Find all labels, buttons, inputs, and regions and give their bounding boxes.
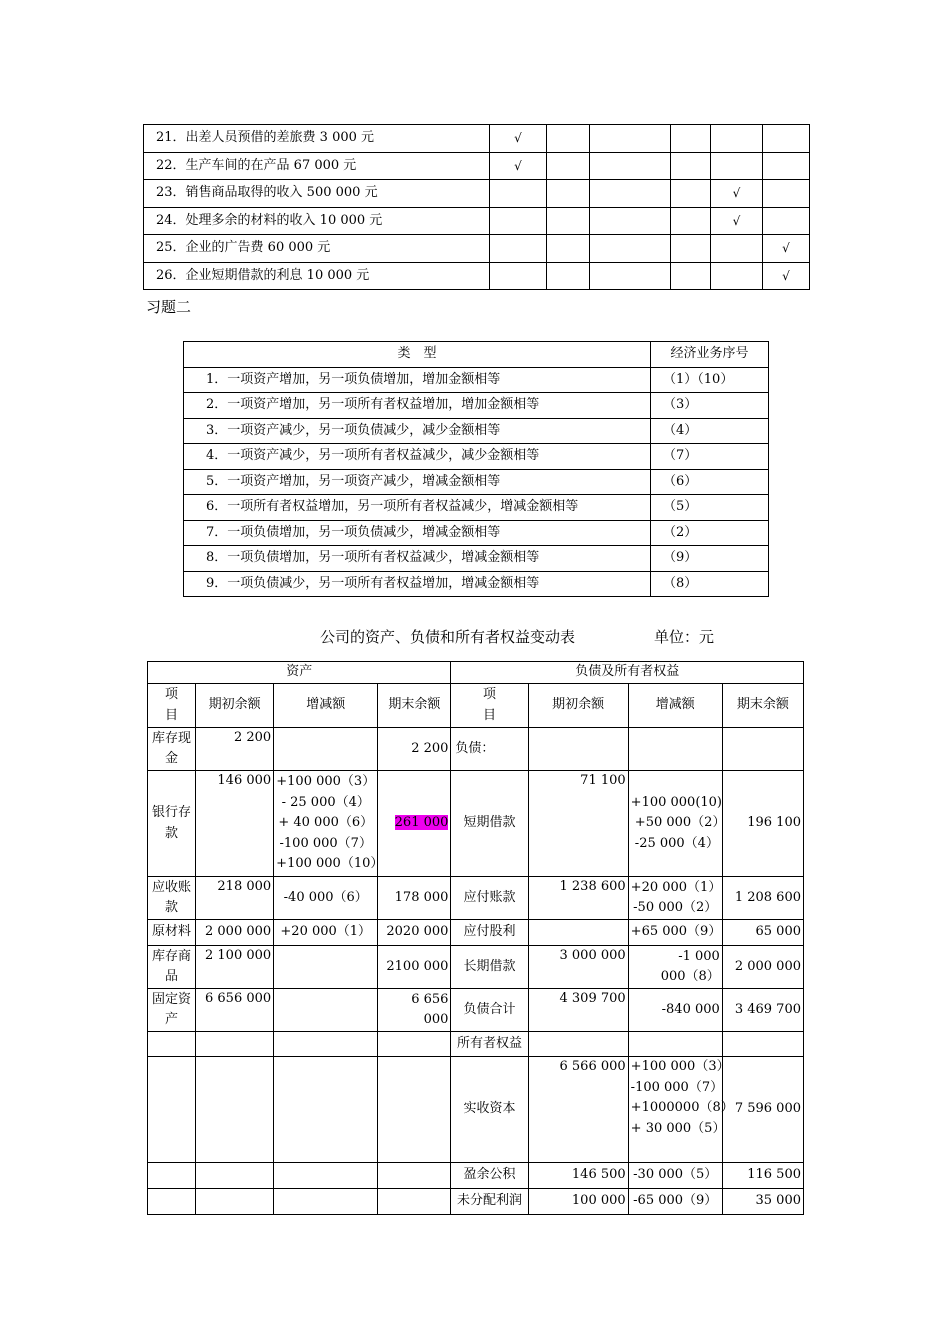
unit-label: 单位：元 xyxy=(654,628,715,646)
equity-header: 所有者权益 xyxy=(451,1032,528,1057)
end-value: 2100 000 xyxy=(378,946,451,989)
table-row xyxy=(144,235,810,263)
check-mark xyxy=(590,207,671,235)
col-begin: 期初余额 xyxy=(528,684,628,728)
change-value: +65 000（9） xyxy=(628,920,722,946)
end-value: 1 208 600 xyxy=(722,877,803,920)
col-begin: 期初余额 xyxy=(196,684,274,728)
check-mark: √ xyxy=(711,180,763,208)
end-value: 35 000 xyxy=(722,1189,803,1215)
table-row xyxy=(184,495,769,521)
item-name: 库存商 品 xyxy=(148,946,196,989)
check-mark xyxy=(763,125,810,153)
check-mark xyxy=(671,180,711,208)
transaction-type: 8．一项负债增加，另一项所有者权益减少，增减金额相等 xyxy=(184,546,651,572)
begin-value: 3 000 000 xyxy=(528,946,628,989)
change-value: +100 000(10) +50 000（2） -25 000（4） xyxy=(628,771,722,877)
item-name: 应付股利 xyxy=(451,920,528,946)
end-value: 196 100 xyxy=(722,771,803,877)
item-name: 应付账款 xyxy=(451,877,528,920)
begin-value: 71 100 xyxy=(528,771,628,877)
check-mark xyxy=(671,262,711,290)
transaction-type: 1．一项资产增加，另一项负债增加，增加金额相等 xyxy=(184,367,651,393)
check-mark xyxy=(711,235,763,263)
transaction-number: （7） xyxy=(651,444,769,470)
table-row xyxy=(144,125,810,153)
check-mark xyxy=(763,180,810,208)
classification-table xyxy=(143,124,810,290)
table-row xyxy=(144,152,810,180)
assets-header: 资产 xyxy=(148,662,451,684)
begin-value xyxy=(528,920,628,946)
liabilities-header: 负债及所有者权益 xyxy=(451,662,804,684)
item-description: 26．企业短期借款的利息 10 000 元 xyxy=(144,262,490,290)
check-mark: √ xyxy=(763,235,810,263)
highlighted-end-value: 261 000 xyxy=(394,815,449,831)
check-mark: √ xyxy=(490,152,547,180)
change-value xyxy=(274,946,378,989)
check-mark xyxy=(590,125,671,153)
item-description: 22．生产车间的在产品 67 000 元 xyxy=(144,152,490,180)
begin-value: 6 566 000 xyxy=(528,1057,628,1163)
check-mark xyxy=(490,262,547,290)
check-mark xyxy=(547,207,590,235)
item-name: 库存现 金 xyxy=(148,728,196,771)
check-mark xyxy=(547,180,590,208)
item-name: 银行存 款 xyxy=(148,771,196,877)
table-row xyxy=(144,180,810,208)
check-mark xyxy=(547,125,590,153)
table-title: 公司的资产、负债和所有者权益变动表 xyxy=(320,628,576,646)
end-value: 178 000 xyxy=(378,877,451,920)
begin-value: 146 000 xyxy=(196,771,274,877)
col-item: 项 目 xyxy=(148,684,196,728)
item-name: 应收账 款 xyxy=(148,877,196,920)
check-mark: √ xyxy=(490,125,547,153)
check-mark xyxy=(671,235,711,263)
check-mark xyxy=(590,262,671,290)
check-mark xyxy=(671,207,711,235)
change-value: +20 000（1） -50 000（2） xyxy=(628,877,722,920)
check-mark xyxy=(590,180,671,208)
table-row xyxy=(184,444,769,470)
begin-value: 2 200 xyxy=(196,728,274,771)
item-description: 21．出差人员预借的差旅费 3 000 元 xyxy=(144,125,490,153)
check-mark xyxy=(711,125,763,153)
item-description: 25．企业的广告费 60 000 元 xyxy=(144,235,490,263)
begin-value: 1 238 600 xyxy=(528,877,628,920)
check-mark xyxy=(763,207,810,235)
transaction-number: （9） xyxy=(651,546,769,572)
item-name: 负债合计 xyxy=(451,989,528,1032)
table-row xyxy=(184,367,769,393)
end-value: 2 200 xyxy=(378,728,451,771)
transaction-number: （8） xyxy=(651,571,769,597)
check-mark xyxy=(711,152,763,180)
transaction-type-table xyxy=(183,341,769,597)
transaction-number: （6） xyxy=(651,469,769,495)
begin-value: 146 500 xyxy=(528,1163,628,1189)
col-end: 期末余额 xyxy=(378,684,451,728)
item-name: 短期借款 xyxy=(451,771,528,877)
table-row xyxy=(184,546,769,572)
begin-value: 6 656 000 xyxy=(196,989,274,1032)
transaction-number: （5） xyxy=(651,495,769,521)
end-value: 6 656 000 xyxy=(378,989,451,1032)
check-mark xyxy=(671,125,711,153)
col-change: 增减额 xyxy=(628,684,722,728)
item-name: 盈余公积 xyxy=(451,1163,528,1189)
transaction-number: （1）（10） xyxy=(651,367,769,393)
begin-value: 4 309 700 xyxy=(528,989,628,1032)
transaction-number: （3） xyxy=(651,393,769,419)
check-mark xyxy=(763,152,810,180)
item-name: 实收资本 xyxy=(451,1057,528,1163)
check-mark: √ xyxy=(711,207,763,235)
section-title: 习题二 xyxy=(146,298,192,316)
begin-value: 2 000 000 xyxy=(196,920,274,946)
balance-change-table xyxy=(147,661,804,1215)
change-value: +100 000（3） -100 000（7） +1000000（8） + 30 000（5） xyxy=(628,1057,722,1163)
check-mark xyxy=(547,235,590,263)
transaction-number: （4） xyxy=(651,418,769,444)
table-row xyxy=(184,418,769,444)
check-mark xyxy=(490,235,547,263)
change-value: +100 000（3） - 25 000（4） + 40 000（6） -100 000（7） +100 000（10） xyxy=(274,771,378,877)
table-row xyxy=(184,469,769,495)
change-value: -30 000（5） xyxy=(628,1163,722,1189)
begin-value: 218 000 xyxy=(196,877,274,920)
table-row xyxy=(184,393,769,419)
check-mark xyxy=(547,152,590,180)
header-number: 经济业务序号 xyxy=(651,342,769,368)
table-row xyxy=(184,520,769,546)
end-value: 116 500 xyxy=(722,1163,803,1189)
begin-value xyxy=(528,728,628,771)
check-mark xyxy=(547,262,590,290)
table-row xyxy=(144,207,810,235)
header-type: 类 型 xyxy=(184,342,651,368)
end-value: 2 000 000 xyxy=(722,946,803,989)
transaction-type: 6．一项所有者权益增加，另一项所有者权益减少，增减金额相等 xyxy=(184,495,651,521)
check-mark: √ xyxy=(763,262,810,290)
item-name: 未分配利润 xyxy=(451,1189,528,1215)
col-item: 项 目 xyxy=(451,684,528,728)
col-change: 增减额 xyxy=(274,684,378,728)
transaction-type: 3．一项资产减少，另一项负债减少，减少金额相等 xyxy=(184,418,651,444)
item-description: 24．处理多余的材料的收入 10 000 元 xyxy=(144,207,490,235)
item-description: 23．销售商品取得的收入 500 000 元 xyxy=(144,180,490,208)
check-mark xyxy=(490,180,547,208)
check-mark xyxy=(671,152,711,180)
table-row xyxy=(184,571,769,597)
item-name: 固定资 产 xyxy=(148,989,196,1032)
transaction-type: 9．一项负债减少，另一项所有者权益增加，增减金额相等 xyxy=(184,571,651,597)
table-row xyxy=(144,262,810,290)
transaction-number: （2） xyxy=(651,520,769,546)
begin-value: 2 100 000 xyxy=(196,946,274,989)
check-mark xyxy=(590,152,671,180)
item-name: 长期借款 xyxy=(451,946,528,989)
change-value xyxy=(628,728,722,771)
change-value: -1 000 000（8） xyxy=(628,946,722,989)
end-value: 65 000 xyxy=(722,920,803,946)
end-value xyxy=(722,728,803,771)
item-name: 负债： xyxy=(451,728,528,771)
change-value: -840 000 xyxy=(628,989,722,1032)
transaction-type: 7．一项负债增加，另一项负债减少，增减金额相等 xyxy=(184,520,651,546)
transaction-type: 2．一项资产增加，另一项所有者权益增加，增加金额相等 xyxy=(184,393,651,419)
change-value: -65 000（9） xyxy=(628,1189,722,1215)
check-mark xyxy=(590,235,671,263)
end-value: 7 596 000 xyxy=(722,1057,803,1163)
item-name: 原材料 xyxy=(148,920,196,946)
begin-value: 100 000 xyxy=(528,1189,628,1215)
change-value xyxy=(274,989,378,1032)
transaction-type: 5．一项资产增加，另一项资产减少，增减金额相等 xyxy=(184,469,651,495)
check-mark xyxy=(490,207,547,235)
check-mark xyxy=(711,262,763,290)
end-value: 2020 000 xyxy=(378,920,451,946)
end-value: 3 469 700 xyxy=(722,989,803,1032)
change-value: -40 000（6） xyxy=(274,877,378,920)
change-value xyxy=(274,728,378,771)
transaction-type: 4．一项资产减少，另一项所有者权益减少，减少金额相等 xyxy=(184,444,651,470)
col-end: 期末余额 xyxy=(722,684,803,728)
change-value: +20 000（1） xyxy=(274,920,378,946)
